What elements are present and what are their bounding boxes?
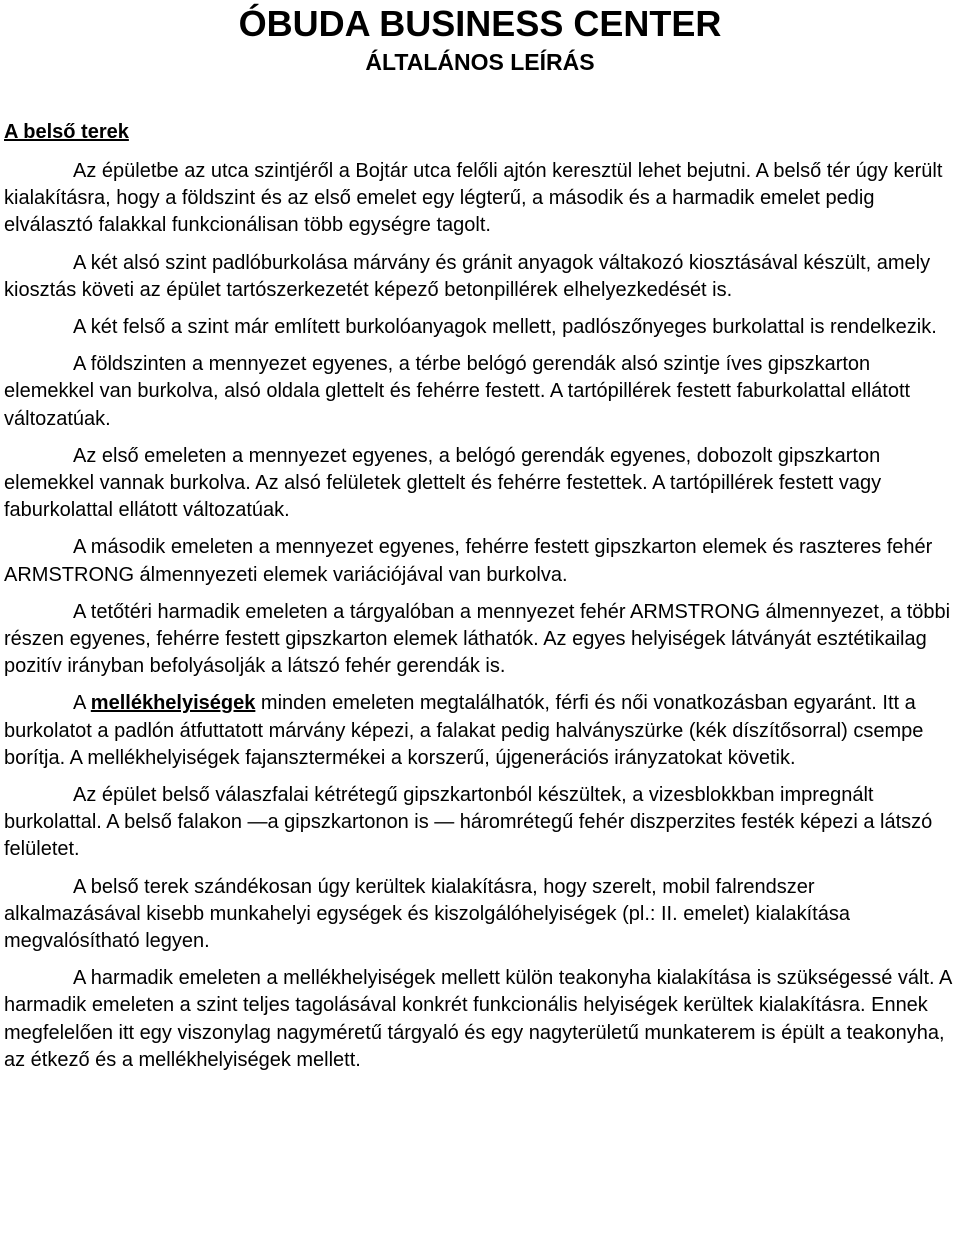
paragraph-11: A harmadik emeleten a mellékhelyiségek mellett külön teakonyha kialakítása is szükségessé vált. A harmadik emeleten a szint teljes tagolásával konkrét funkcionális helyiségek kerültek kialakításra. Ennek megfelelően itt egy viszonylag nagyméretű tárgyaló és egy nagyterületű munkaterem is épült a teakonyha, az étkező és a mellékhelyiségek mellett. — [4, 967, 952, 1071]
document-subtitle: ÁLTALÁNOS LEÍRÁS — [365, 49, 595, 75]
paragraph-4: A földszinten a mennyezet egyenes, a térbe belógó gerendák alsó szintje íves gipszkarton elemekkel van burkolva, alsó oldala glettelt és fehérre festett. A tartópillérek festett faburkolattal ellátott változatúak. — [4, 353, 911, 430]
paragraph-2: A két alsó szint padlóburkolása márvány és gránit anyagok váltakozó kiosztásával készült, amely kiosztás követi az épület tartószerkezetét képező betonpillérek elhelyezkedését is. — [4, 251, 931, 301]
paragraph-10: A belső terek szándékosan úgy kerültek kialakításra, hogy szerelt, mobil falrendszer alkalmazásával kisebb munkahelyi egységek és kiszolgálóhelyiségek (pl.: II. emelet) kialakítása megvalósítható legyen. — [4, 875, 850, 953]
paragraph-5: Az első emeleten a mennyezet egyenes, a belógó gerendák egyenes, dobozolt gipszkarton elemekkel vannak burkolva. Az alsó felületek glettelt és fehérre festettek. A tartópillérek festett vagy faburkolattal ellátott változatúak. — [4, 444, 882, 522]
paragraph-6: A második emeleten a mennyezet egyenes, fehérre festett gipszkarton elemek és raszteres fehér ARMSTRONG álmennyezeti elemek variációjával van burkolva. — [4, 536, 933, 586]
section-heading: A belső terek — [4, 121, 129, 143]
paragraph-8-prefix: A — [73, 692, 91, 715]
document-title-text: ÓBUDA BUSINESS CENTER — [238, 3, 722, 44]
document-title — [0, 4, 960, 44]
paragraph-8-emphasis: mellékhelyiségek — [90, 692, 256, 715]
paragraph-9: Az épület belső válaszfalai kétrétegű gipszkartonból készültek, a vizesblokkban impregnált burkolattal. A belső falakon —a gipszkartonon is — háromrétegű fehér diszperzites festék képezi a látszó felületet. — [4, 784, 933, 861]
paragraph-7: A tetőtéri harmadik emeleten a tárgyalóban a mennyezet fehér ARMSTRONG álmennyezet, a többi részen egyenes, fehérre festett gipszkarton elemek láthatók. Az egyes helyiségek látványát esztétikailag pozitív irányban befolyásolják a látszó fehér gerendák is. — [4, 600, 951, 678]
paragraph-8 — [4, 690, 956, 772]
paragraph-3: A két felső a szint már említett burkolóanyagok mellett, padlószőnyeges burkolattal is rendelkezik. — [73, 316, 937, 339]
paragraph-8-suffix: minden emeleten megtalálhatók, férfi és női vonatkozásban egyaránt. Itt a burkolatot a padlón átfuttatott márvány képezi, a falakat pedig halványszürke (kék díszítősorral) csempe borítja. A mellékhelyiségek fajansztermékei a korszerű, újgenerációs irányzatokat követik. — [4, 692, 924, 769]
body-text — [4, 158, 956, 1074]
paragraph-1: Az épületbe az utca szintjéről a Bojtár utca felőli ajtón keresztül lehet bejutni. A belső tér úgy került kialakításra, hogy a földszint és az első emelet egy légterű, a második és a harmadik emelet pedig elválasztó falakkal funkcionálisan több egységre tagolt. — [4, 160, 943, 237]
